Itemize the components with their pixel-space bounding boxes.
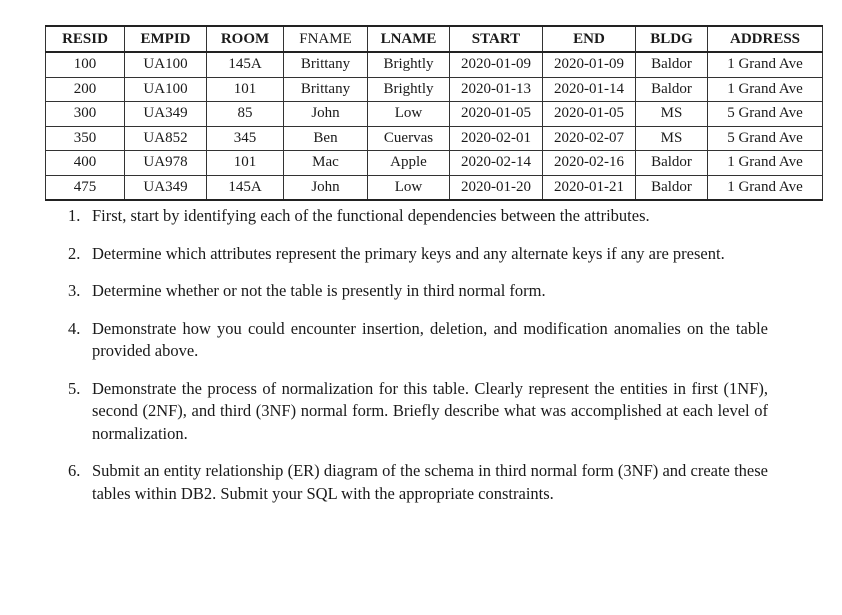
cell-end: 2020-01-21	[543, 175, 636, 200]
cell-end: 2020-02-16	[543, 151, 636, 176]
cell-end: 2020-02-07	[543, 126, 636, 151]
cell-address: 5 Grand Ave	[708, 102, 823, 127]
cell-fname: Mac	[284, 151, 368, 176]
cell-empid: UA349	[125, 175, 207, 200]
cell-fname: Brittany	[284, 52, 368, 77]
column-header-lname: LNAME	[368, 26, 450, 52]
cell-lname: Brightly	[368, 52, 450, 77]
cell-room: 145A	[207, 52, 284, 77]
cell-address: 1 Grand Ave	[708, 151, 823, 176]
cell-start: 2020-02-01	[450, 126, 543, 151]
cell-resid: 400	[46, 151, 125, 176]
cell-empid: UA978	[125, 151, 207, 176]
cell-bldg: MS	[636, 126, 708, 151]
cell-room: 345	[207, 126, 284, 151]
question-number: 1.	[68, 206, 81, 225]
cell-start: 2020-02-14	[450, 151, 543, 176]
cell-fname: Ben	[284, 126, 368, 151]
cell-fname: John	[284, 175, 368, 200]
column-header-resid: RESID	[46, 26, 125, 52]
cell-empid: UA100	[125, 52, 207, 77]
cell-end: 2020-01-14	[543, 77, 636, 102]
question-number: 5.	[68, 378, 81, 398]
column-header-address: ADDRESS	[708, 26, 823, 52]
question-item	[68, 318, 768, 363]
table-header-row	[46, 26, 823, 52]
cell-room: 145A	[207, 175, 284, 200]
cell-end: 2020-01-05	[543, 102, 636, 127]
question-number: 3.	[68, 281, 81, 300]
column-header-empid: EMPID	[125, 26, 207, 52]
cell-empid: UA349	[125, 102, 207, 127]
cell-lname: Apple	[368, 151, 450, 176]
cell-resid: 300	[46, 102, 125, 127]
cell-lname: Low	[368, 102, 450, 127]
cell-address: 1 Grand Ave	[708, 175, 823, 200]
cell-lname: Brightly	[368, 77, 450, 102]
table-row	[46, 126, 823, 151]
cell-bldg: MS	[636, 102, 708, 127]
question-item	[68, 243, 768, 266]
cell-lname: Low	[368, 175, 450, 200]
question-item	[68, 460, 768, 505]
cell-resid: 100	[46, 52, 125, 77]
question-text: Determine whether or not the table is presently in third normal form.	[92, 281, 546, 300]
cell-address: 1 Grand Ave	[708, 52, 823, 77]
question-number: 2.	[68, 243, 81, 263]
question-list	[68, 205, 768, 520]
cell-room: 85	[207, 102, 284, 127]
question-number: 6.	[68, 461, 81, 480]
cell-start: 2020-01-05	[450, 102, 543, 127]
column-header-start: START	[450, 26, 543, 52]
question-text: Demonstrate the process of normalization for this table. Clearly represent the entities in first (1NF), second (2NF), and third (3NF) normal form. Briefly describe what was accomplished at each level of normalization.	[92, 378, 768, 443]
cell-fname: John	[284, 102, 368, 127]
cell-empid: UA100	[125, 77, 207, 102]
question-text: Submit an entity relationship (ER) diagram of the schema in third normal form (3NF) and create these tables within DB2. Submit your SQL with the appropriate constraints.	[92, 461, 768, 503]
cell-room: 101	[207, 77, 284, 102]
table-row	[46, 52, 823, 77]
question-item	[68, 280, 768, 303]
reservation-table	[45, 25, 823, 201]
cell-room: 101	[207, 151, 284, 176]
cell-bldg: Baldor	[636, 77, 708, 102]
cell-bldg: Baldor	[636, 52, 708, 77]
column-header-room: ROOM	[207, 26, 284, 52]
column-header-bldg: BLDG	[636, 26, 708, 52]
cell-start: 2020-01-20	[450, 175, 543, 200]
question-text: Determine which attributes represent the primary keys and any alternate keys if any are present.	[92, 243, 725, 263]
cell-bldg: Baldor	[636, 151, 708, 176]
question-item	[68, 378, 768, 446]
cell-fname: Brittany	[284, 77, 368, 102]
cell-address: 5 Grand Ave	[708, 126, 823, 151]
cell-start: 2020-01-13	[450, 77, 543, 102]
cell-resid: 350	[46, 126, 125, 151]
question-item	[68, 205, 768, 228]
cell-resid: 475	[46, 175, 125, 200]
cell-bldg: Baldor	[636, 175, 708, 200]
question-number: 4.	[68, 318, 81, 338]
cell-address: 1 Grand Ave	[708, 77, 823, 102]
table-row	[46, 102, 823, 127]
cell-lname: Cuervas	[368, 126, 450, 151]
table-row	[46, 77, 823, 102]
table-row	[46, 175, 823, 200]
table-row	[46, 151, 823, 176]
column-header-fname: FNAME	[284, 26, 368, 52]
cell-resid: 200	[46, 77, 125, 102]
column-header-end: END	[543, 26, 636, 52]
question-text: Demonstrate how you could encounter insertion, deletion, and modification anomalies on the table provided above.	[92, 318, 768, 360]
cell-end: 2020-01-09	[543, 52, 636, 77]
cell-empid: UA852	[125, 126, 207, 151]
question-text: First, start by identifying each of the functional dependencies between the attributes.	[92, 206, 650, 225]
cell-start: 2020-01-09	[450, 52, 543, 77]
